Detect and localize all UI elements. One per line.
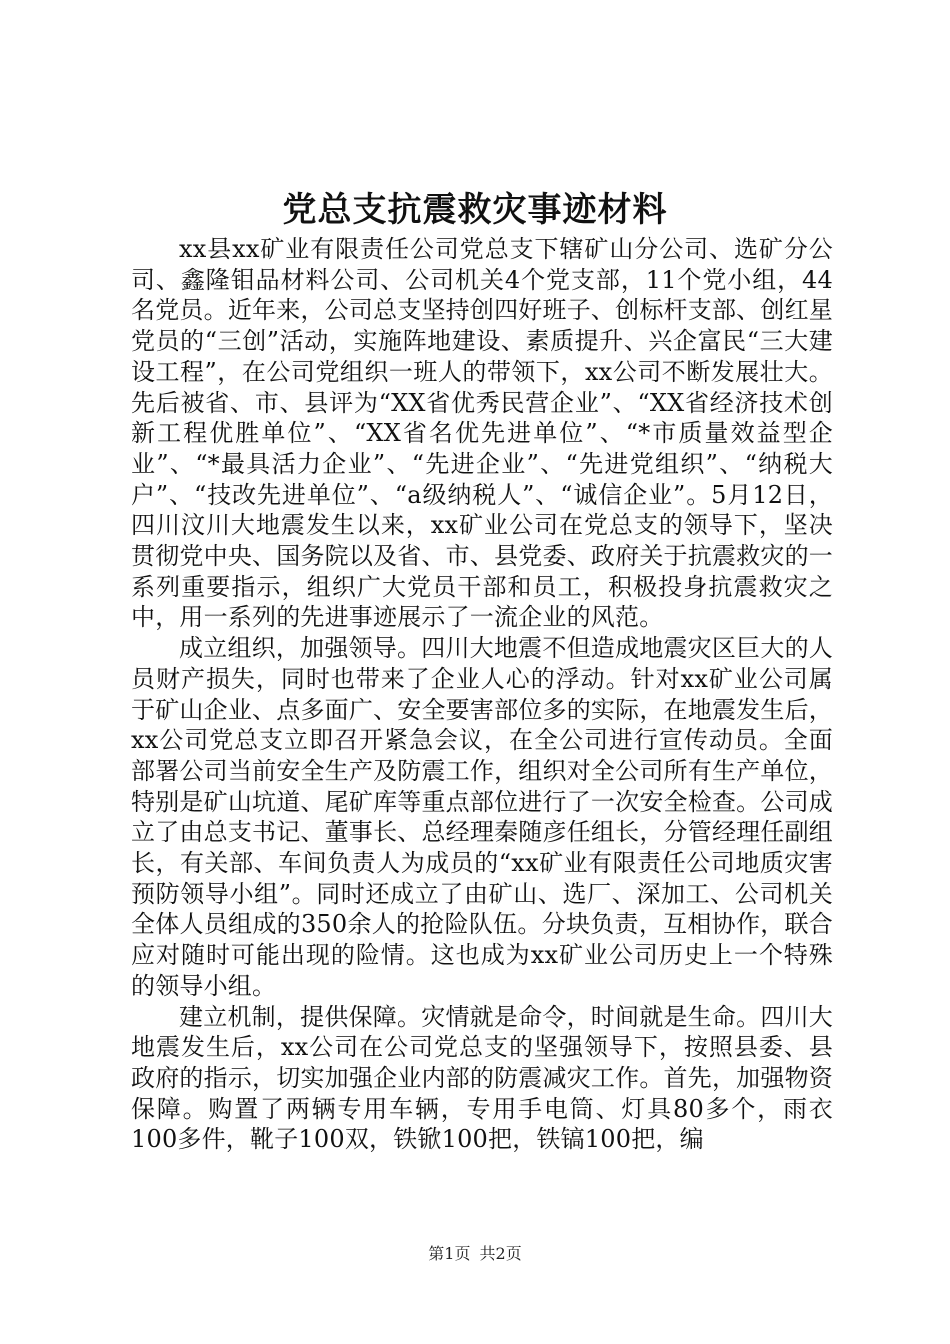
page-footer [0,1244,950,1264]
paragraph-organization: 成立组织，加强领导。四川大地震不但造成地震灾区巨大的人员财产损失，同时也带来了企业人心的浮动。针对xx矿业公司属于矿山企业、点多面广、安全要害部位多的实际，在地震发生后，xx公司党总支立即召开紧急会议，在全公司进行宣传动员。全面部署公司当前安全生产及防震工作，组织对全公司所有生产单位，特别是矿山坑道、尾矿库等重点部位进行了一次安全检查。公司成立了由总支书记、董事长、总经理秦随彦任组长，分管经理任副组长，有关部、车间负责人为成员的“xx矿业有限责任公司地质灾害预防领导小组”。同时还成立了由矿山、选厂、深加工、公司机关全体人员组成的350余人的抢险队伍。分块负责，互相协作，联合应对随时可能出现的险情。这也成为xx矿业公司历史上一个特殊的领导小组。 [131,634,833,1000]
paragraph-intro: xx县xx矿业有限责任公司党总支下辖矿山分公司、选矿分公司、鑫隆钼品材料公司、公司机关4个党支部，11个党小组，44名党员。近年来，公司总支坚持创四好班子、创标杆支部、创红星党员的“三创”活动，实施阵地建设、素质提升、兴企富民“三大建设工程”，在公司党组织一班人的带领下，xx公司不断发展壮大。先后被省、市、县评为“XX省优秀民营企业”、“XX省经济技术创新工程优胜单位”、“XX省名优先进单位”、“*市质量效益型企业”、“*最具活力企业”、“先进企业”、“先进党组织”、“纳税大户”、“技改先进单位”、“a级纳税人”、“诚信企业”。5月12日，四川汶川大地震发生以来，xx矿业公司在党总支的领导下，坚决贯彻党中央、国务院以及省、市、县党委、政府关于抗震救灾的一系列重要指示，组织广大党员干部和员工，积极投身抗震救灾之中，用一系列的先进事迹展示了一流企业的风范。 [131,235,833,632]
document-title: 党总支抗震救灾事迹材料 [282,190,668,230]
document-body [131,234,833,1155]
page-number: 第1页 [428,1244,471,1263]
page-total: 共2页 [479,1244,522,1263]
paragraph-mechanism: 建立机制，提供保障。灾情就是命令，时间就是生命。四川大地震发生后，xx公司在公司党总支的坚强领导下，按照县委、县政府的指示，切实加强企业内部的防震减灾工作。首先，加强物资保障。购置了两辆专用车辆，专用手电筒、灯具80多个，雨衣100多件，靴子100双，铁锨100把，铁镐100把，编 [131,1002,833,1154]
